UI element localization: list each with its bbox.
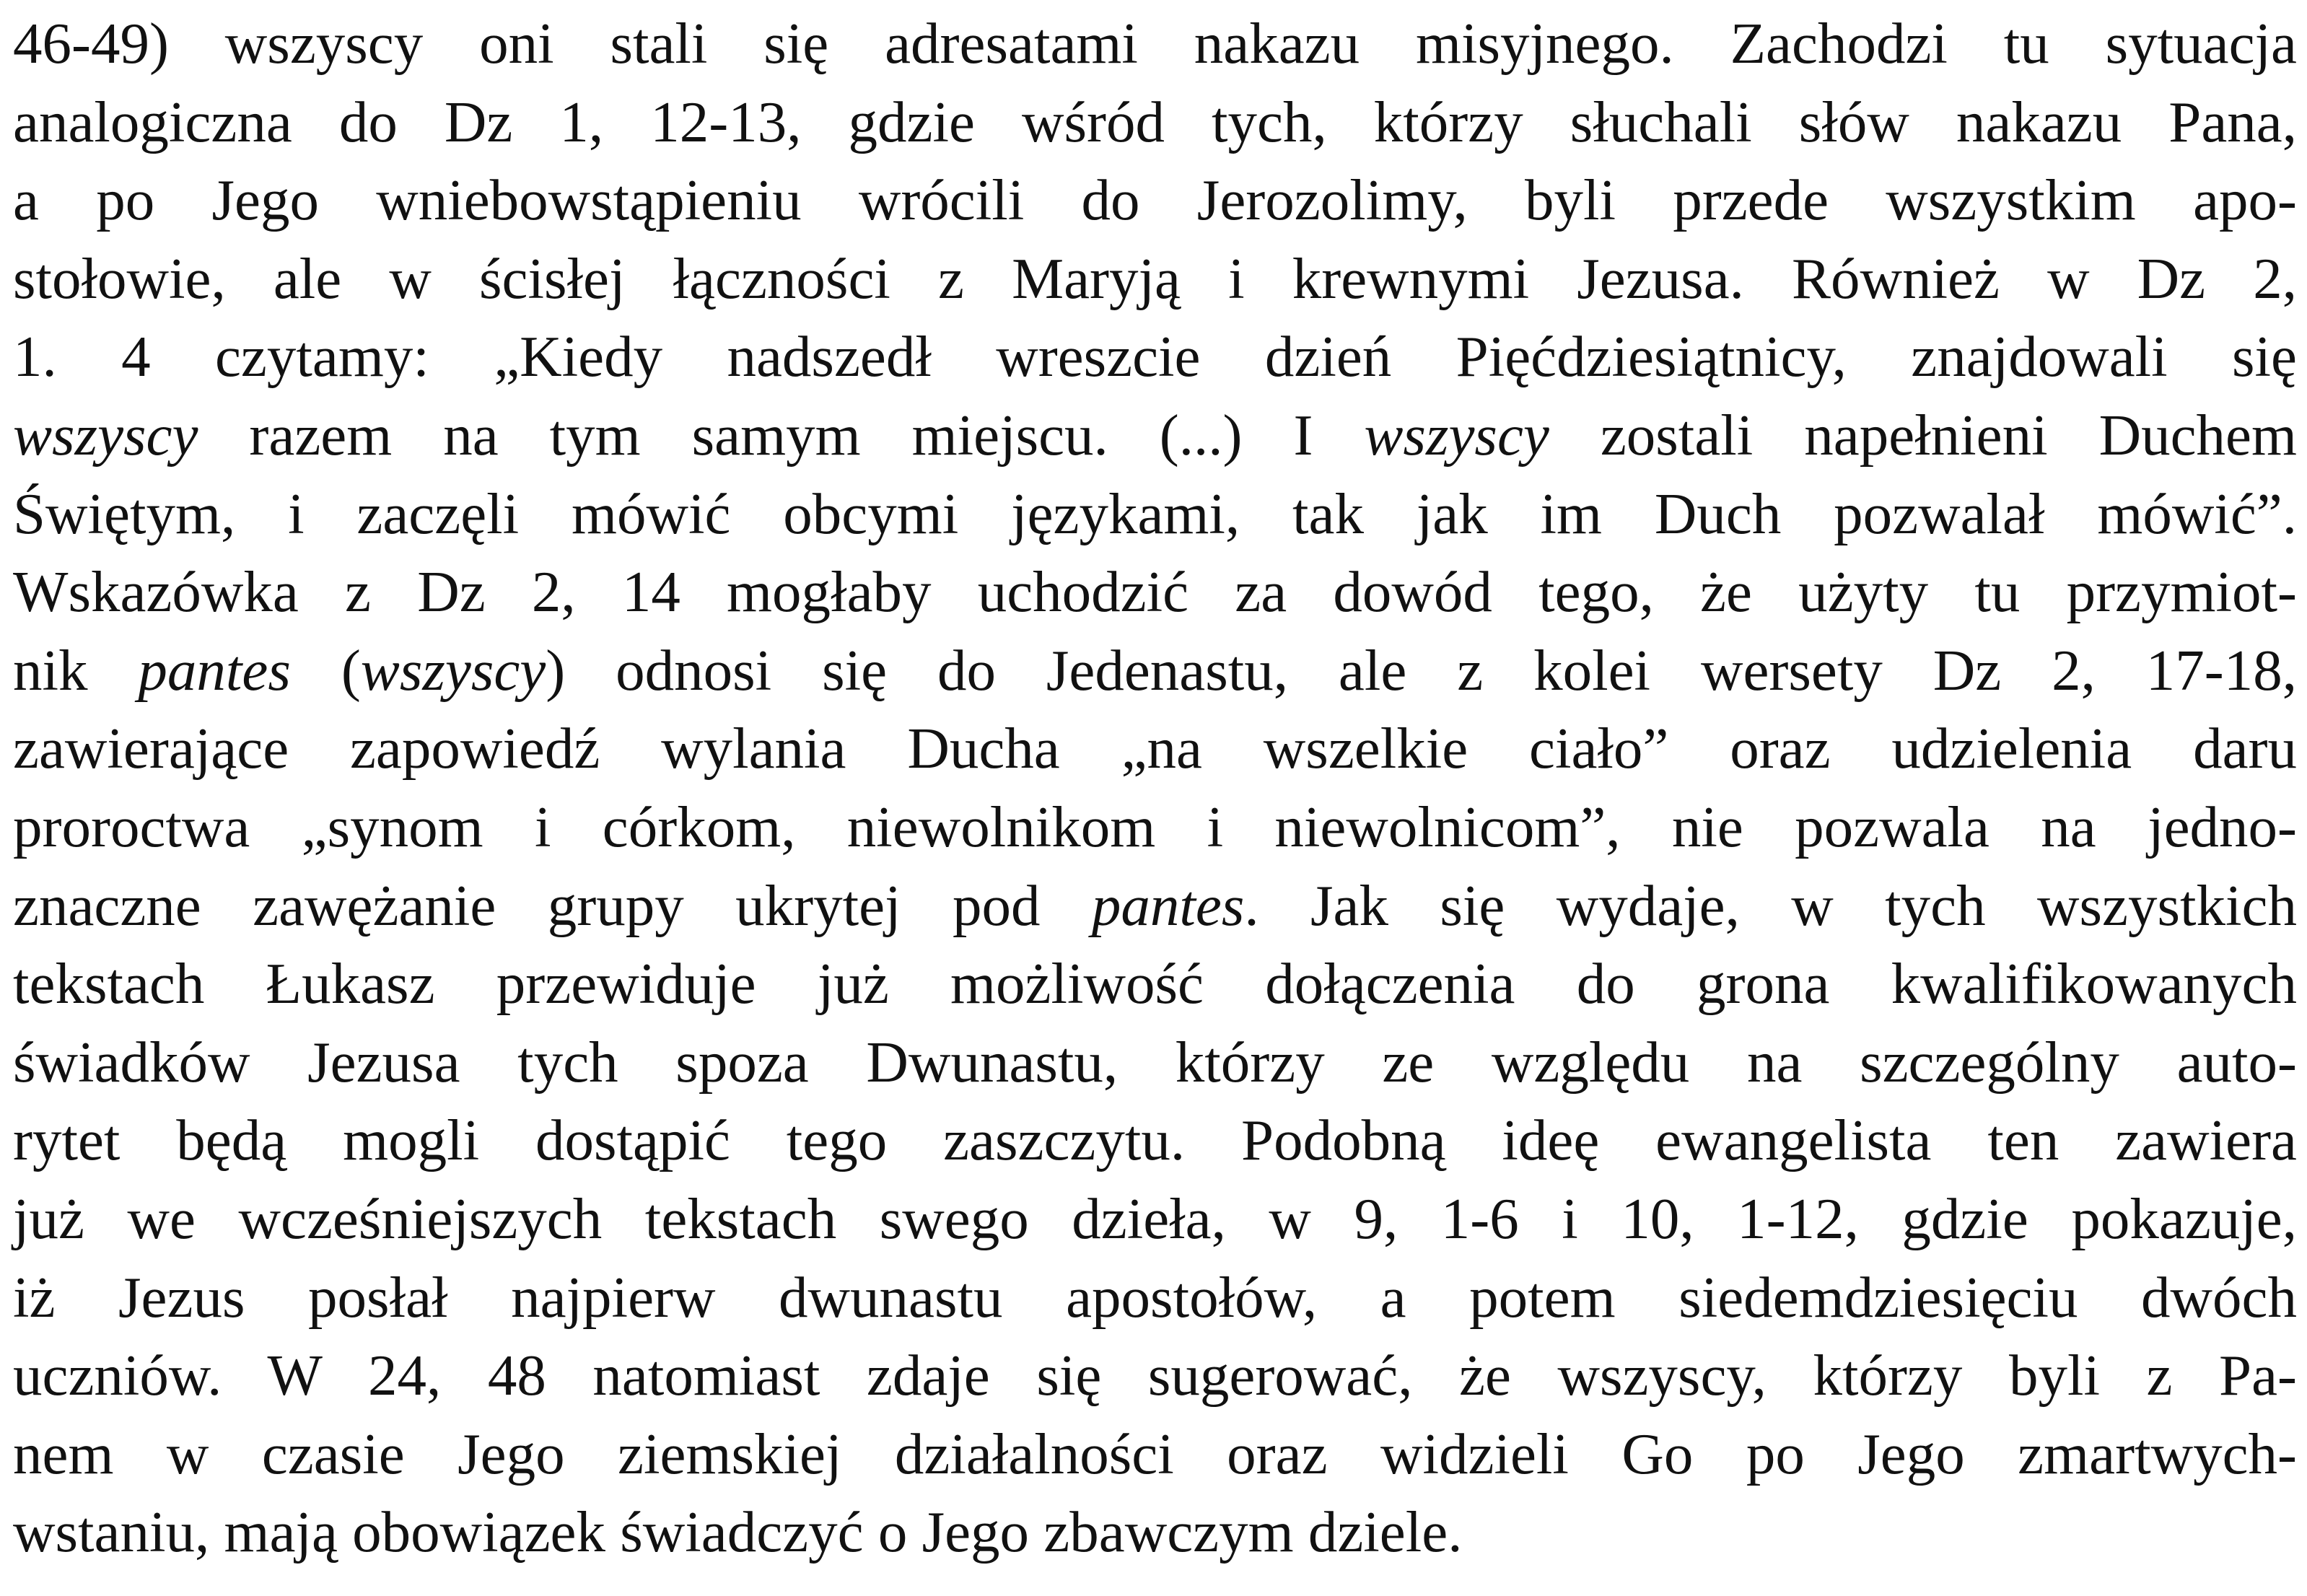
text-line <box>13 1022 2297 1102</box>
text-segment: zawierające zapowiedź wylania Ducha „na wszelkie ciało” oraz udzielenia daru <box>13 716 2297 781</box>
text-line <box>13 708 2297 789</box>
text-line <box>13 316 2297 397</box>
text-line <box>13 1413 2297 1494</box>
text-line <box>13 551 2297 632</box>
text-segment: stołowie, ale w ścisłej łączności z Maryją i krewnymi Jezusa. Również w Dz 2, <box>13 245 2297 311</box>
italic-text-segment: wszyscy <box>1364 403 1549 468</box>
text-segment: uczniów. W 24, 48 natomiast zdaje się sugerować, że wszyscy, którzy byli z Pa- <box>13 1343 2297 1408</box>
text-line <box>13 1257 2297 1338</box>
text-line <box>13 1178 2297 1259</box>
text-segment: Wskazówka z Dz 2, 14 mogłaby uchodzić za dowód tego, że użyty tu przymiot- <box>13 559 2297 625</box>
text-segment: zostali napełnieni Duchem <box>1549 403 2297 468</box>
document-page <box>13 0 2297 1596</box>
text-segment: tekstach Łukasz przewiduje już możliwość dołączenia do grona kwalifikowanych <box>13 951 2297 1017</box>
text-segment: już we wcześniejszych tekstach swego dzieła, w 9, 1-6 i 10, 1-12, gdzie pokazuje, <box>13 1186 2297 1251</box>
text-segment: iż Jezus posłał najpierw dwunastu apostołów, a potem siedemdziesięciu dwóch <box>13 1264 2297 1330</box>
text-line <box>13 1100 2297 1180</box>
italic-text-segment: pantes <box>138 637 291 703</box>
text-segment: razem na tym samym miejscu. (...) I <box>198 403 1365 468</box>
text-segment: 1. 4 czytamy: „Kiedy nadszedł wreszcie dzień Pięćdziesiątnicy, znajdowali się <box>13 324 2297 390</box>
text-segment: znaczne zawężanie grupy ukrytej pod <box>13 872 1092 938</box>
text-segment: świadków Jezusa tych spoza Dwunastu, którzy ze względu na szczególny auto- <box>13 1029 2297 1095</box>
text-segment: 46-49) wszyscy oni stali się adresatami nakazu misyjnego. Zachodzi tu sytuacja <box>13 11 2297 76</box>
text-line <box>13 238 2297 319</box>
italic-text-segment: wszyscy <box>13 403 198 468</box>
text-line <box>13 943 2297 1024</box>
text-segment: proroctwa „synom i córkom, niewolnikom i niewolnicom”, nie pozwala na jedno- <box>13 794 2297 859</box>
text-line <box>13 630 2297 711</box>
text-segment: ) odnosi się do Jedenastu, ale z kolei wersety Dz 2, 17-18, <box>546 637 2297 703</box>
text-line <box>13 395 2297 475</box>
text-segment: a po Jego wniebowstąpieniu wrócili do Jerozolimy, byli przede wszystkim apo- <box>13 167 2297 233</box>
text-segment: analogiczna do Dz 1, 12-13, gdzie wśród tych, którzy słuchali słów nakazu Pana, <box>13 89 2297 154</box>
text-line <box>13 865 2297 946</box>
text-line <box>13 1335 2297 1416</box>
text-line <box>13 786 2297 867</box>
text-segment: nik <box>13 637 139 703</box>
italic-text-segment: wszyscy <box>360 637 546 703</box>
text-segment: . Jak się wydaje, w tych wszystkich <box>1244 872 2297 938</box>
text-line <box>13 159 2297 240</box>
text-line <box>13 473 2297 554</box>
italic-text-segment: pantes <box>1091 872 1245 938</box>
text-segment: nem w czasie Jego ziemskiej działalności oraz widzieli Go po Jego zmartwych- <box>13 1421 2297 1486</box>
text-segment: Świętym, i zaczęli mówić obcymi językami, tak jak im Duch pozwalał mówić”. <box>13 481 2297 546</box>
text-line <box>13 3 2297 84</box>
text-segment: rytet będą mogli dostąpić tego zaszczytu. Podobną ideę ewangelista ten zawiera <box>13 1108 2297 1173</box>
text-line <box>13 1491 2297 1572</box>
text-line <box>13 82 2297 162</box>
text-segment: ( <box>290 637 361 703</box>
text-segment: wstaniu, mają obowiązek świadczyć o Jego zbawczym dziele. <box>13 1499 1463 1565</box>
